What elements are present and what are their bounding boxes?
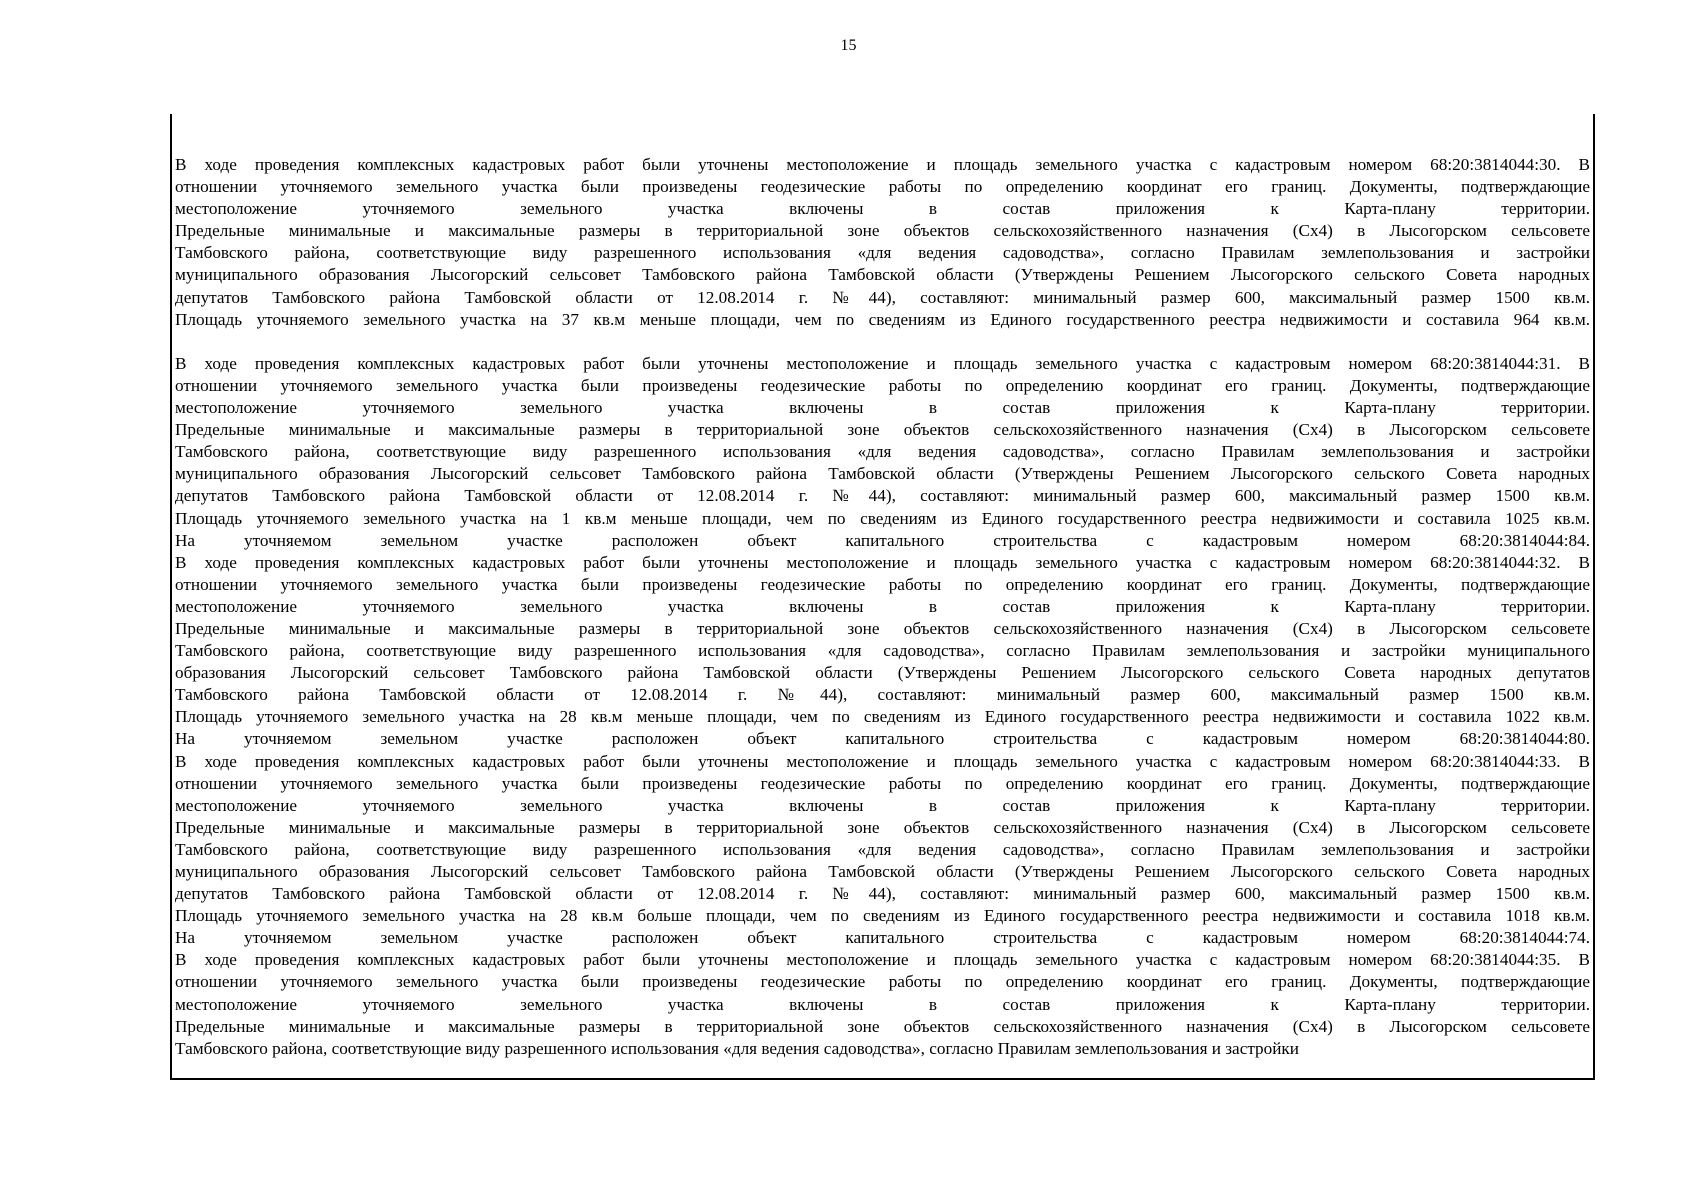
text-line: муниципального образования Лысогорский сельсовет Тамбовского района Тамбовской области (Утверждены Решением Лысогорского сельского Совета народных [175,265,1590,285]
text-line: отношении уточняемого земельного участка были произведены геодезические работы по определению координат его границ. Документы, подтверждающие [175,574,1590,594]
text-line: отношении уточняемого земельного участка были произведены геодезические работы по определению координат его границ. Документы, подтверждающие [175,375,1590,395]
text-line: На уточняемом земельном участке расположен объект капитального строительства с кадастровым номером 68:20:3814044:74. [175,928,1590,948]
text-line: Тамбовского района, соответствующие виду разрешенного использования «для садоводства», согласно Правилам землепользования и застройки муниципального [175,641,1590,661]
text-line: образования Лысогорский сельсовет Тамбовского района Тамбовской области (Утверждены Решением Лысогорского сельского Совета народных депутатов [175,663,1590,683]
text-line: В ходе проведения комплексных кадастровых работ были уточнены местоположение и площадь земельного участка с кадастровым номером 68:20:3814044:30. В [175,155,1590,174]
document-body [175,154,1590,1060]
text-line: отношении уточняемого земельного участка были произведены геодезические работы по определению координат его границ. Документы, подтверждающие [175,773,1590,793]
text-line: Тамбовского района, соответствующие виду разрешенного использования «для ведения садоводства», согласно Правилам землепользования и застройки [175,1038,1299,1058]
text-line: депутатов Тамбовского района Тамбовской области от 12.08.2014 г. №44), составляют: минимальный размер 600, максимальный размер 1500 кв.м. [175,884,1590,904]
text-line: местоположение уточняемого земельного участка включены в состав приложения к Карта-плану территории. [175,795,1590,815]
text-line: отношении уточняемого земельного участка были произведены геодезические работы по определению координат его границ. Документы, подтверждающие [175,177,1590,197]
document-frame [170,114,1595,1080]
text-line: депутатов Тамбовского района Тамбовской области от 12.08.2014 г. №44), составляют: минимальный размер 600, максимальный размер 1500 кв.м. [175,486,1590,506]
text-line: В ходе проведения комплексных кадастровых работ были уточнены местоположение и площадь земельного участка с кадастровым номером 68:20:3814044:32. В [175,552,1590,572]
text-line: отношении уточняемого земельного участка были произведены геодезические работы по определению координат его границ. Документы, подтверждающие [175,972,1590,992]
text-line: депутатов Тамбовского района Тамбовской области от 12.08.2014 г. №44), составляют: минимальный размер 600, максимальный размер 1500 кв.м. [175,287,1590,307]
text-line: Тамбовского района, соответствующие виду разрешенного использования «для ведения садоводства», согласно Правилам землепользования и застройки [175,442,1590,462]
text-line: Предельные минимальные и максимальные размеры в территориальной зоне объектов сельскохозяйственного назначения (Сх4) в Лысогорском сельсовете [175,817,1590,837]
text-line: Предельные минимальные и максимальные размеры в территориальной зоне объектов сельскохозяйственного назначения (Сх4) в Лысогорском сельсовете [175,1016,1590,1036]
text-line: муниципального образования Лысогорский сельсовет Тамбовского района Тамбовской области (Утверждены Решением Лысогорского сельского Совета народных [175,862,1590,881]
text-line: Тамбовского района, соответствующие виду разрешенного использования «для ведения садоводства», согласно Правилам землепользования и застройки [175,243,1590,263]
text-line: Предельные минимальные и максимальные размеры в территориальной зоне объектов сельскохозяйственного назначения (Сх4) в Лысогорском сельсовете [175,420,1590,440]
text-line: Площадь уточняемого земельного участка на 28 кв.м меньше площади, чем по сведениям из Единого государственного реестра недвижимости и составила 1022 кв.м. [175,707,1590,727]
text-line: Тамбовского района, соответствующие виду разрешенного использования «для ведения садоводства», согласно Правилам землепользования и застройки [175,839,1590,859]
text-line: Предельные минимальные и максимальные размеры в территориальной зоне объектов сельскохозяйственного назначения (Сх4) в Лысогорском сельсовете [175,618,1590,638]
text-line: местоположение уточняемого земельного участка включены в состав приложения к Карта-плану территории. [175,398,1590,418]
text-line: Площадь уточняемого земельного участка на 1 кв.м меньше площади, чем по сведениям из Единого государственного реестра недвижимости и составила 1025 кв.м. [175,508,1590,528]
text-line: На уточняемом земельном участке расположен объект капитального строительства с кадастровым номером 68:20:3814044:84. [175,530,1590,550]
text-line: Площадь уточняемого земельного участка на 37 кв.м меньше площади, чем по сведениям из Единого государственного реестра недвижимости и составила 964 кв.м. [175,309,1590,329]
page-number: 15 [840,37,857,54]
text-line: В ходе проведения комплексных кадастровых работ были уточнены местоположение и площадь земельного участка с кадастровым номером 68:20:3814044:33. В [175,751,1590,771]
text-line: Площадь уточняемого земельного участка на 28 кв.м больше площади, чем по сведениям из Единого государственного реестра недвижимости и составила 1018 кв.м. [175,906,1590,926]
text-line: местоположение уточняемого земельного участка включены в состав приложения к Карта-плану территории. [175,199,1590,219]
text-line: местоположение уточняемого земельного участка включены в состав приложения к Карта-плану территории. [175,994,1590,1014]
text-line: Предельные минимальные и максимальные размеры в территориальной зоне объектов сельскохозяйственного назначения (Сх4) в Лысогорском сельсовете [175,221,1590,241]
text-line: местоположение уточняемого земельного участка включены в состав приложения к Карта-плану территории. [175,596,1590,616]
text-line: В ходе проведения комплексных кадастровых работ были уточнены местоположение и площадь земельного участка с кадастровым номером 68:20:3814044:35. В [175,950,1590,970]
paragraph-gap [175,331,1590,353]
text-line: В ходе проведения комплексных кадастровых работ были уточнены местоположение и площадь земельного участка с кадастровым номером 68:20:3814044:31. В [175,353,1590,373]
text-line: муниципального образования Лысогорский сельсовет Тамбовского района Тамбовской области (Утверждены Решением Лысогорского сельского Совета народных [175,464,1590,484]
text-line: На уточняемом земельном участке расположен объект капитального строительства с кадастровым номером 68:20:3814044:80. [175,729,1590,749]
text-line: Тамбовского района Тамбовской области от 12.08.2014 г. №44), составляют: минимальный размер 600, максимальный размер 1500 кв.м. [175,685,1590,705]
